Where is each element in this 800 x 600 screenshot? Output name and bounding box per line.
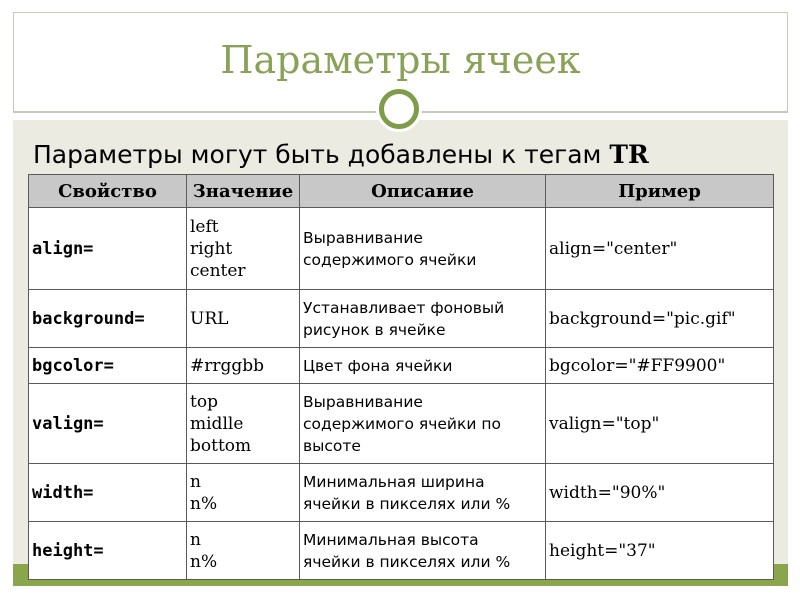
table-row — [29, 348, 774, 384]
column-header: Свойство — [29, 175, 187, 208]
properties-table — [28, 174, 774, 580]
table-header-row — [29, 175, 774, 208]
table-row — [29, 522, 774, 580]
value-cell — [187, 522, 300, 580]
value-line: top — [190, 391, 218, 412]
table-row — [29, 464, 774, 522]
column-header: Значение — [187, 175, 300, 208]
description-line: ячейки в пикселях или % — [303, 552, 511, 571]
value-line: right — [190, 238, 233, 259]
value-line: n% — [190, 551, 218, 572]
value-cell — [187, 290, 300, 348]
subtitle-text: Параметры могут быть добавлены к тегам — [33, 140, 610, 169]
description-cell — [300, 208, 546, 290]
description-line: Выравнивание — [303, 392, 423, 411]
value-line: midlle — [190, 413, 244, 434]
description-line: рисунок в ячейке — [303, 320, 446, 339]
property-cell: height= — [29, 522, 187, 580]
table-row — [29, 208, 774, 290]
description-cell — [300, 384, 546, 464]
slide-subtitle — [33, 140, 649, 169]
description-line: высоте — [303, 436, 361, 455]
property-cell: bgcolor= — [29, 348, 187, 384]
description-line: Минимальная ширина — [303, 472, 485, 491]
property-cell: align= — [29, 208, 187, 290]
value-line: n% — [190, 493, 218, 514]
description-line: Минимальная высота — [303, 530, 479, 549]
example-cell: height="37" — [546, 522, 774, 580]
example-cell: align="center" — [546, 208, 774, 290]
value-cell — [187, 464, 300, 522]
property-cell: valign= — [29, 384, 187, 464]
column-header: Пример — [546, 175, 774, 208]
value-cell — [187, 208, 300, 290]
description-line: ячейки в пикселях или % — [303, 494, 511, 513]
table-row — [29, 384, 774, 464]
value-cell — [187, 348, 300, 384]
value-line: left — [190, 216, 219, 237]
value-cell — [187, 384, 300, 464]
description-line: Цвет фона ячейки — [303, 356, 453, 375]
value-line: #rrggbb — [190, 355, 265, 376]
example-cell: background="pic.gif" — [546, 290, 774, 348]
description-line: Выравнивание — [303, 228, 423, 247]
table-row — [29, 290, 774, 348]
example-cell: bgcolor="#FF9900" — [546, 348, 774, 384]
property-cell: background= — [29, 290, 187, 348]
value-line: bottom — [190, 435, 252, 456]
description-line: содержимого ячейки по — [303, 414, 501, 433]
example-cell: width="90%" — [546, 464, 774, 522]
value-line: n — [190, 471, 201, 492]
slide-title: Параметры ячеек — [220, 38, 581, 82]
table-body — [29, 208, 774, 580]
column-header: Описание — [300, 175, 546, 208]
subtitle-tag: TR — [609, 140, 649, 169]
ring-ornament-icon — [379, 89, 419, 129]
description-cell — [300, 348, 546, 384]
value-line: URL — [190, 308, 229, 329]
description-cell — [300, 464, 546, 522]
description-cell — [300, 290, 546, 348]
description-line: Устанавливает фоновый — [303, 298, 505, 317]
value-line: n — [190, 529, 201, 550]
description-cell — [300, 522, 546, 580]
property-cell: width= — [29, 464, 187, 522]
example-cell: valign="top" — [546, 384, 774, 464]
value-line: center — [190, 260, 246, 281]
description-line: содержимого ячейки — [303, 250, 477, 269]
